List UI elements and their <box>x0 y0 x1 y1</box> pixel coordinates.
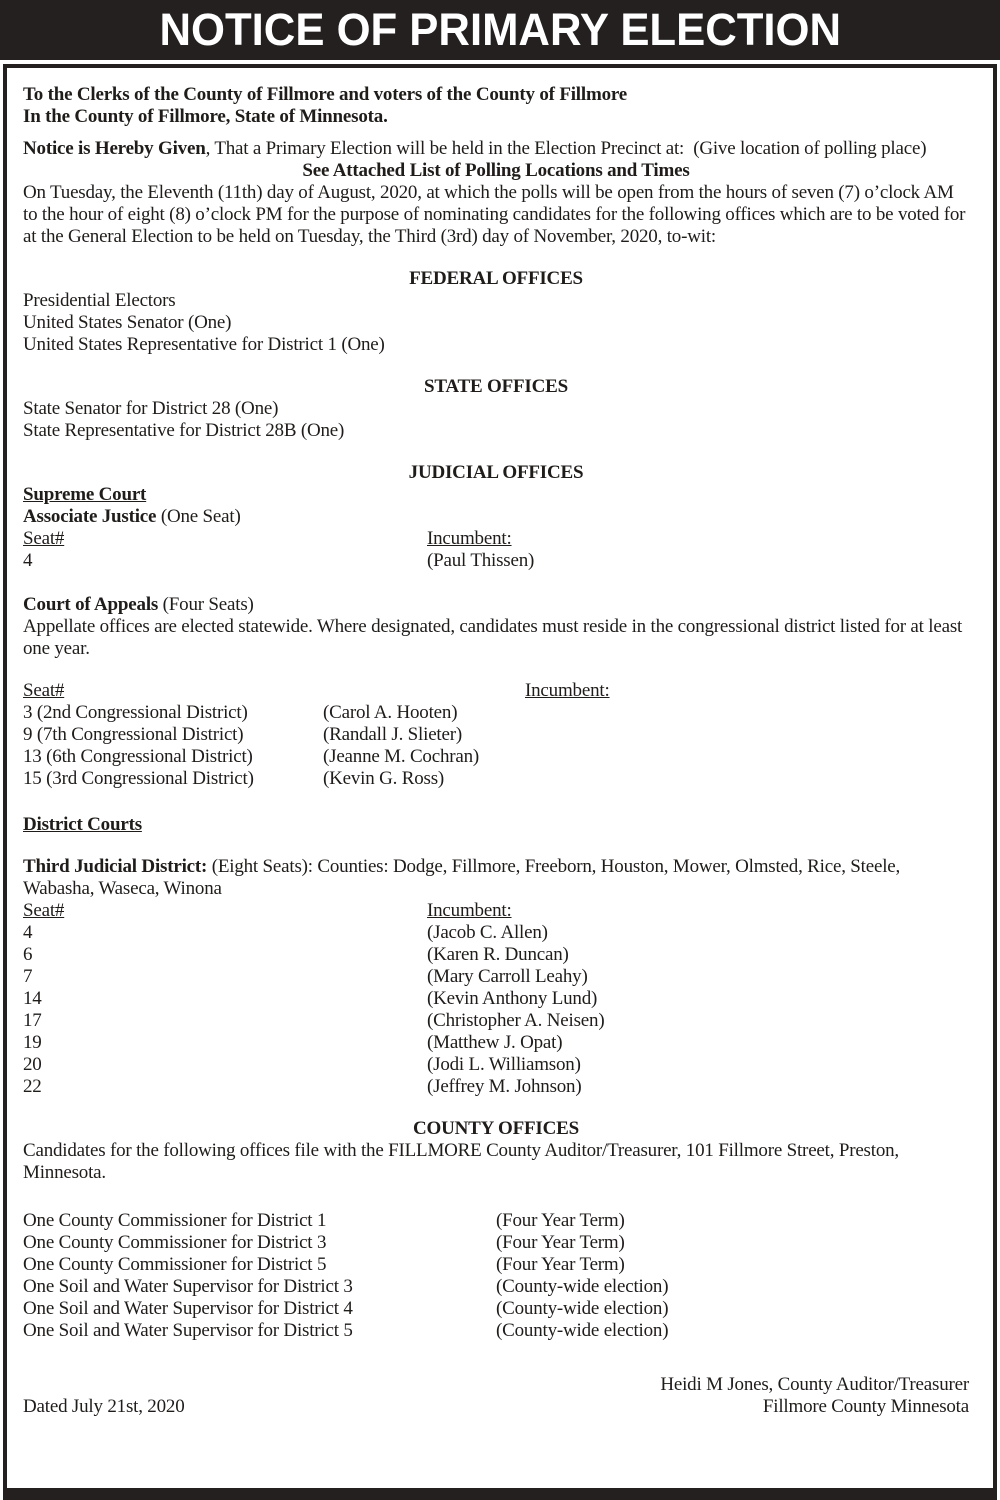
seat-number: 22 <box>23 1076 42 1097</box>
incumbent-name: (Kevin Anthony Lund) <box>427 988 598 1009</box>
court-of-appeals-table-header <box>23 680 969 702</box>
seat-number: 17 <box>23 1010 42 1031</box>
state-offices-heading: STATE OFFICES <box>424 376 568 397</box>
table-row <box>23 966 969 988</box>
seat-number: 20 <box>23 1054 42 1075</box>
district-courts-title: District Courts <box>23 814 142 835</box>
court-of-appeals-seats: (Four Seats) <box>158 594 254 615</box>
notice-title-banner <box>0 0 1000 60</box>
salutation-line-2: In the County of Fillmore, State of Minnesota. <box>23 106 388 127</box>
district-courts-table-header <box>23 900 969 922</box>
state-offices-list <box>23 398 969 442</box>
state-office-item: State Senator for District 28 (One) <box>23 398 279 419</box>
county-filing-info: Candidates for the following offices file with the FILLMORE County Auditor/Treasurer, 101 Fillmore Street, Preston, Minnesota. <box>23 1140 899 1183</box>
office-term: (Four Year Term) <box>496 1210 625 1231</box>
federal-office-item: Presidential Electors <box>23 290 176 311</box>
supreme-court-subtitle <box>23 506 969 528</box>
election-schedule-paragraph: On Tuesday, the Eleventh (11th) day of August, 2020, at which the polls will be open from the hours of seven (7) o’clock AM to the hour of eight (8) o’clock PM for the purpose of nominating candidates for the following offices which are to be voted for at the General Election to be held on Tuesday, the Third (3rd) day of November, 2020, to-wit: <box>23 182 966 247</box>
table-row <box>23 1210 969 1232</box>
seat-number: 7 <box>23 966 33 987</box>
notice-given-lead: Notice is Hereby Given <box>23 138 206 159</box>
seat-number: 13 (6th Congressional District) <box>23 746 253 767</box>
table-row <box>23 1320 969 1342</box>
table-row <box>23 988 969 1010</box>
third-judicial-district-paragraph <box>23 856 969 900</box>
federal-office-item: United States Senator (One) <box>23 312 232 333</box>
incumbent-name: (Randall J. Slieter) <box>323 724 462 745</box>
incumbent-name: (Kevin G. Ross) <box>323 768 445 789</box>
table-row <box>23 1032 969 1054</box>
table-row <box>23 1054 969 1076</box>
seat-number: 14 <box>23 988 42 1009</box>
signature-county: Fillmore County Minnesota <box>762 1396 969 1417</box>
seat-number: 15 (3rd Congressional District) <box>23 768 254 789</box>
table-row <box>23 922 969 944</box>
table-row <box>23 1298 969 1320</box>
seat-number: 9 (7th Congressional District) <box>23 724 244 745</box>
seat-column-header: Seat# <box>23 528 65 549</box>
supreme-court-section <box>23 484 969 572</box>
incumbent-name: (Jacob C. Allen) <box>427 922 548 943</box>
office-name: One Soil and Water Supervisor for District 4 <box>23 1298 353 1319</box>
associate-justice-seats: (One Seat) <box>156 506 241 527</box>
third-judicial-district-label: Third Judicial District: <box>23 856 208 877</box>
polling-locations-note: See Attached List of Polling Locations and Times <box>302 160 690 181</box>
seat-number: 6 <box>23 944 33 965</box>
county-offices-heading: COUNTY OFFICES <box>413 1118 579 1139</box>
notice-body <box>3 64 997 1500</box>
incumbent-name: (Matthew J. Opat) <box>427 1032 563 1053</box>
court-of-appeals-description: Appellate offices are elected statewide. Where designated, candidates must reside in the congressional district listed for at least one year. <box>23 616 963 659</box>
supreme-court-title: Supreme Court <box>23 484 147 505</box>
office-name: One County Commissioner for District 3 <box>23 1232 327 1253</box>
table-row <box>23 702 969 724</box>
county-offices-table <box>23 1210 969 1342</box>
office-term: (Four Year Term) <box>496 1232 625 1253</box>
seat-number: 4 <box>23 550 33 571</box>
federal-office-item: United States Representative for District 1 (One) <box>23 334 385 355</box>
table-row <box>23 746 969 768</box>
office-term: (County-wide election) <box>496 1276 669 1297</box>
incumbent-name: (Christopher A. Neisen) <box>427 1010 605 1031</box>
table-row <box>23 1254 969 1276</box>
table-row <box>23 944 969 966</box>
associate-justice-label: Associate Justice <box>23 506 157 527</box>
incumbent-name: (Mary Carroll Leahy) <box>427 966 588 987</box>
incumbent-name: (Jeanne M. Cochran) <box>323 746 480 767</box>
seat-number: 3 (2nd Congressional District) <box>23 702 248 723</box>
salutation <box>23 84 969 128</box>
dated-line: Dated July 21st, 2020 <box>23 1396 185 1417</box>
federal-offices-list <box>23 290 969 356</box>
table-row <box>23 1010 969 1032</box>
state-office-item: State Representative for District 28B (One) <box>23 420 345 441</box>
incumbent-name: (Jodi L. Williamson) <box>427 1054 581 1075</box>
salutation-line-1: To the Clerks of the County of Fillmore and voters of the County of Fillmore <box>23 84 628 105</box>
table-row <box>23 724 969 746</box>
incumbent-column-header: Incumbent: <box>427 900 512 921</box>
district-courts-section <box>23 814 969 1098</box>
page-title: NOTICE OF PRIMARY ELECTION <box>159 4 841 55</box>
signature-date-row <box>23 1396 969 1418</box>
judicial-offices-heading: JUDICIAL OFFICES <box>408 462 584 483</box>
notice-given-paragraph <box>23 138 969 160</box>
office-term: (County-wide election) <box>496 1320 669 1341</box>
incumbent-name: (Paul Thissen) <box>427 550 535 571</box>
office-name: One County Commissioner for District 1 <box>23 1210 327 1231</box>
table-row <box>23 768 969 790</box>
signature-officer: Heidi M Jones, County Auditor/Treasurer <box>660 1374 969 1395</box>
office-term: (Four Year Term) <box>496 1254 625 1275</box>
incumbent-name: (Carol A. Hooten) <box>323 702 458 723</box>
supreme-court-table-header <box>23 528 969 550</box>
table-row <box>23 1276 969 1298</box>
federal-offices-heading: FEDERAL OFFICES <box>409 268 583 289</box>
court-of-appeals-label: Court of Appeals <box>23 594 159 615</box>
office-name: One Soil and Water Supervisor for District 5 <box>23 1320 353 1341</box>
incumbent-column-header: Incumbent: <box>525 680 610 701</box>
notice-given-rest: , That a Primary Election will be held in the Election Precinct at: (Give location of polling place) <box>205 138 927 159</box>
incumbent-name: (Jeffrey M. Johnson) <box>427 1076 582 1097</box>
office-term: (County-wide election) <box>496 1298 669 1319</box>
incumbent-column-header: Incumbent: <box>427 528 512 549</box>
seat-column-header: Seat# <box>23 680 65 701</box>
office-name: One Soil and Water Supervisor for District 3 <box>23 1276 353 1297</box>
seat-number: 19 <box>23 1032 42 1053</box>
court-of-appeals-section <box>23 594 969 790</box>
court-of-appeals-title <box>23 594 969 616</box>
seat-number: 4 <box>23 922 33 943</box>
table-row <box>23 1076 969 1098</box>
seat-column-header: Seat# <box>23 900 65 921</box>
incumbent-name: (Karen R. Duncan) <box>427 944 569 965</box>
table-row <box>23 1232 969 1254</box>
table-row <box>23 550 969 572</box>
third-judicial-district-counties: (Eight Seats): Counties: Dodge, Fillmore, Freeborn, Houston, Mower, Olmsted, Rice, Steele, Wabasha, Waseca, Winona <box>23 856 901 899</box>
office-name: One County Commissioner for District 5 <box>23 1254 327 1275</box>
